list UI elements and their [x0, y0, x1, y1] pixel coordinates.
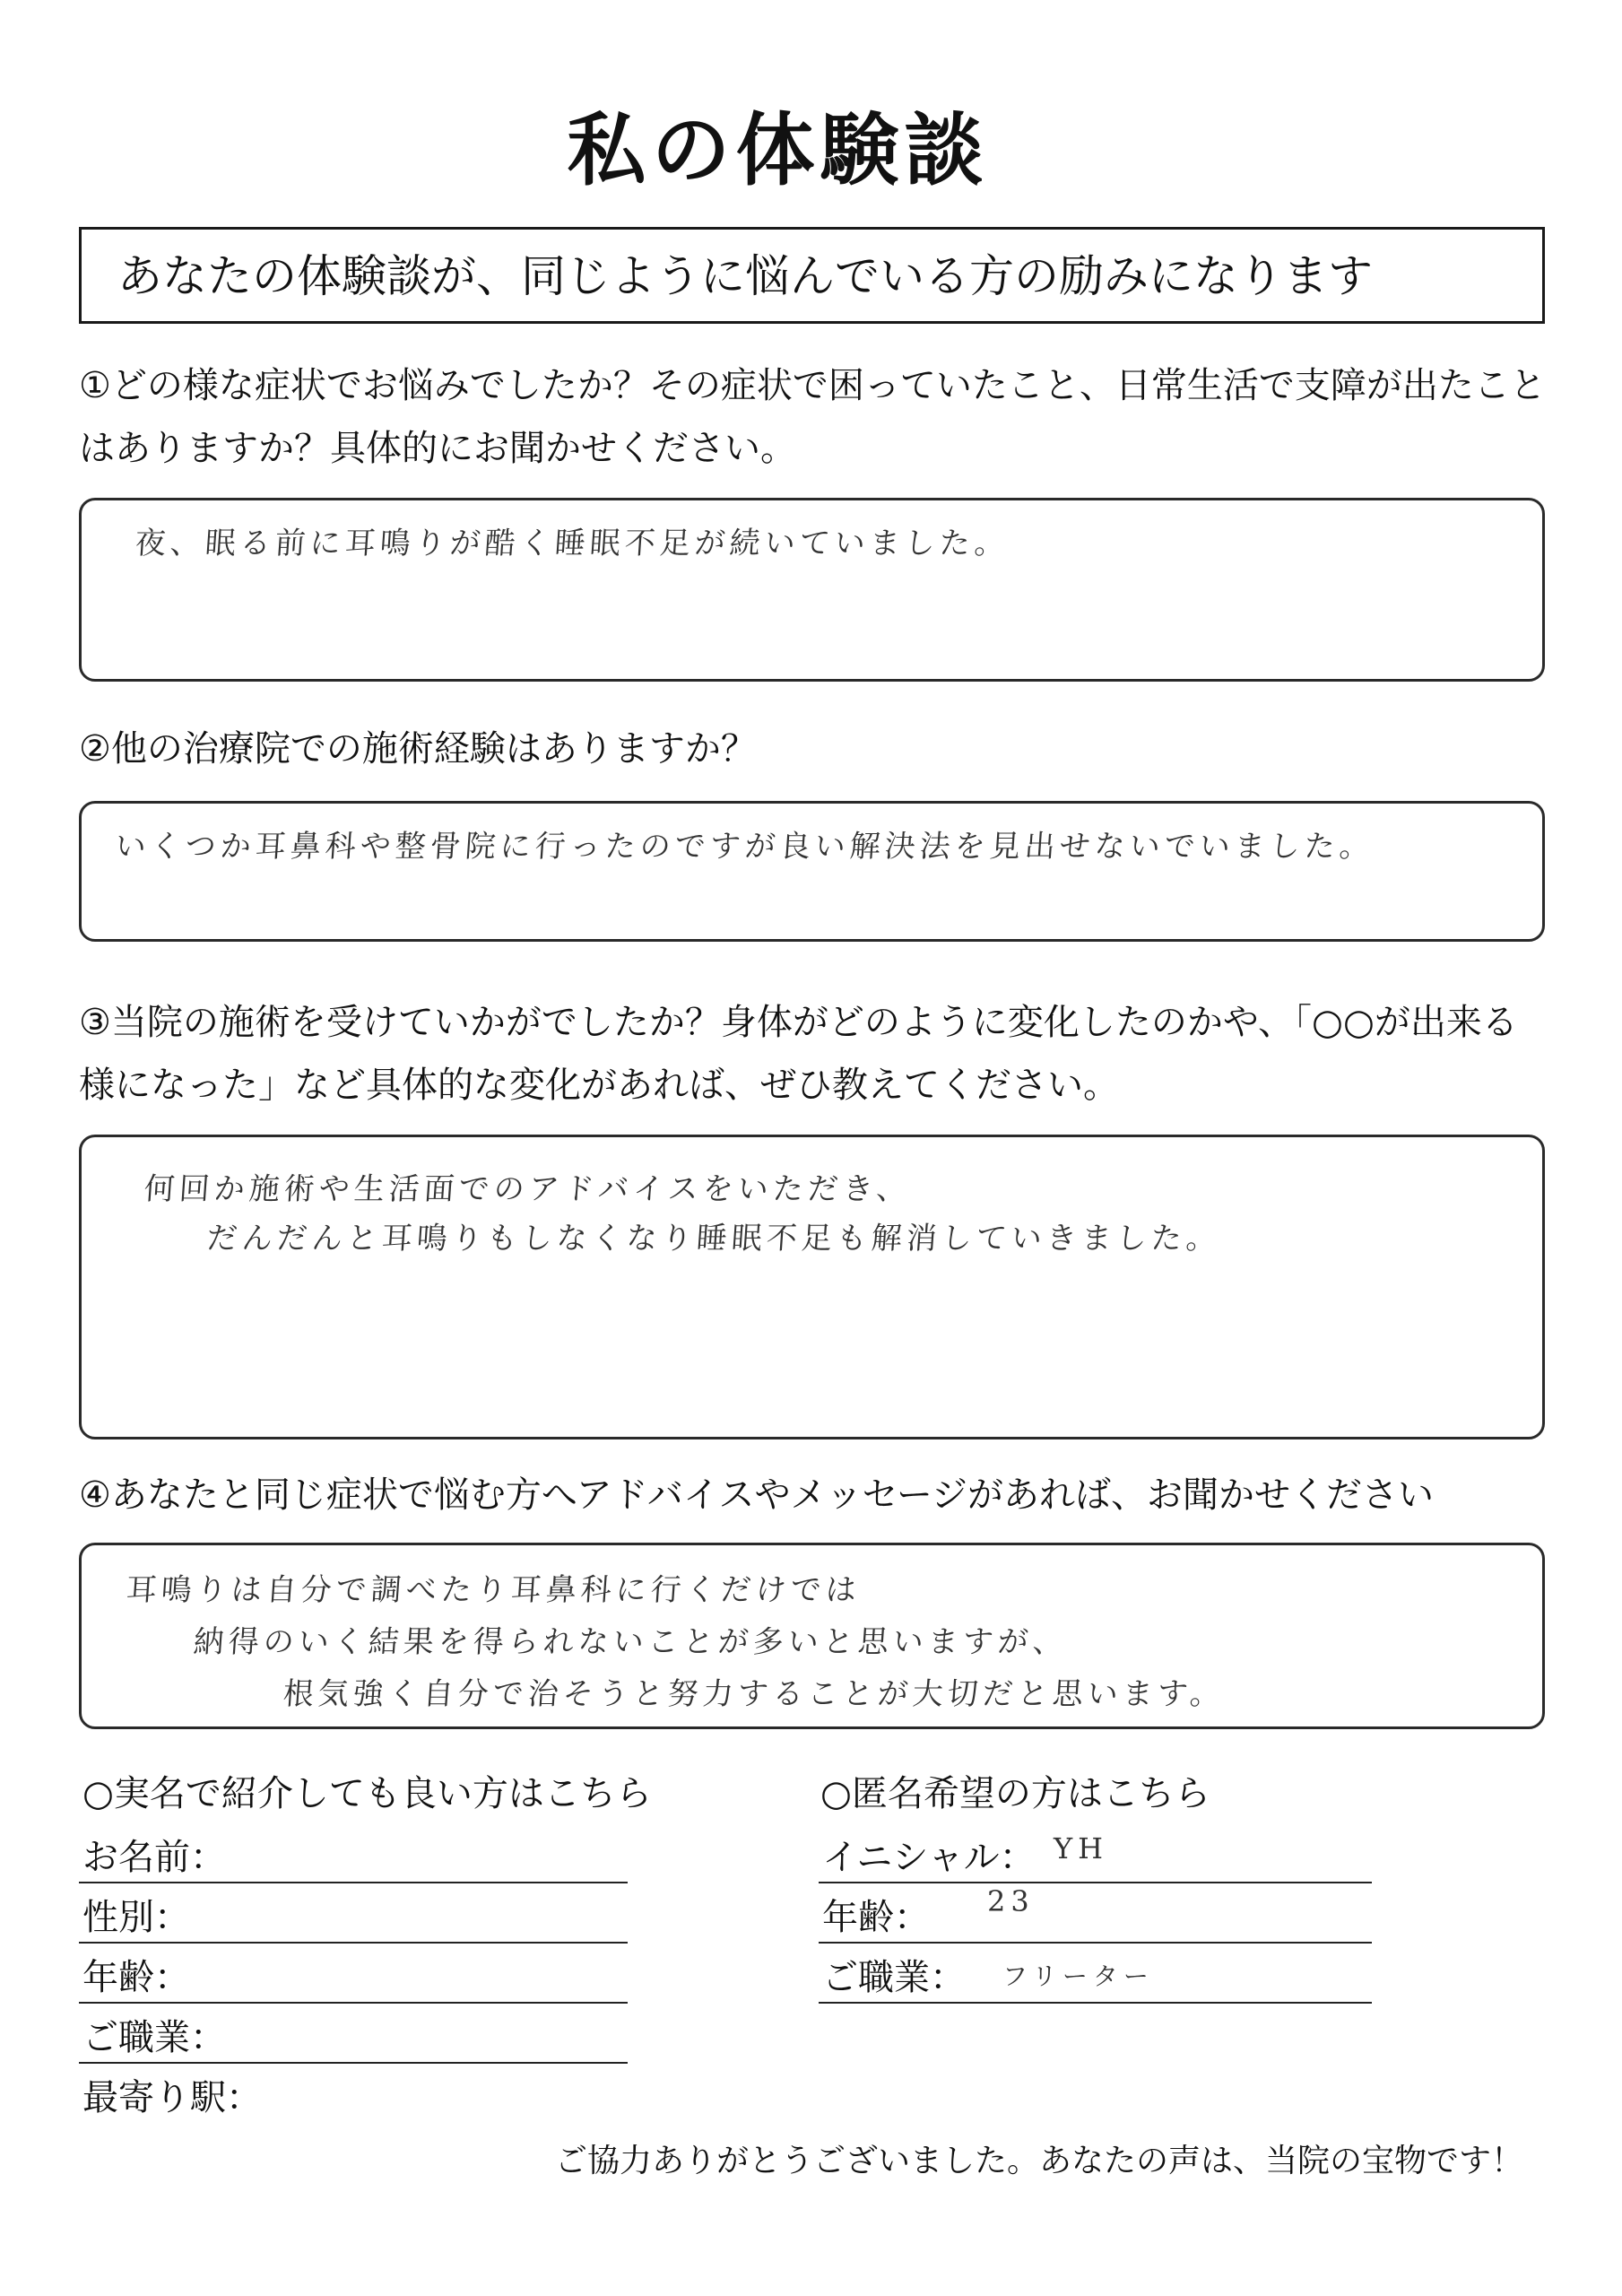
- question-1-line-1: ①どの様な症状でお悩みでしたか？その症状で困っていたこと、日常生活で支障が出たこと: [79, 365, 1546, 406]
- page-title: 私の体験談: [567, 104, 989, 196]
- question-3-line-2: 様になった」など具体的な変化があれば、ぜひ教えてください。: [79, 1065, 1119, 1106]
- field-label: イニシャル：: [822, 1837, 1036, 1878]
- anon-initials-field[interactable]: [819, 1830, 1372, 1883]
- anon-age-field[interactable]: [819, 1884, 1372, 1944]
- question-2-line-1: ②他の治療院での施術経験はありますか？: [79, 728, 757, 770]
- field-label: 性別：: [82, 1897, 190, 1938]
- subtitle-box: [79, 227, 1545, 324]
- field-value: フリーター: [1002, 1961, 1154, 1991]
- real-name-heading: ○実名で紹介しても良い方はこちら: [82, 1773, 652, 1814]
- field-label: お名前：: [82, 1837, 226, 1878]
- answer-box-3: [79, 1135, 1545, 1439]
- real-occupation-field[interactable]: [79, 2010, 628, 2064]
- field-label: ご職業：: [822, 1957, 966, 1998]
- real-age-field[interactable]: [79, 1950, 628, 2004]
- field-label: ご職業：: [82, 2017, 226, 2058]
- field-label: 最寄り駅：: [82, 2077, 262, 2118]
- footer-thanks: ご協力ありがとうございました。あなたの声は、当院の宝物です！: [554, 2143, 1523, 2179]
- field-value: 23: [987, 1884, 1035, 1918]
- answer-1-line-1: 夜、眠る前に耳鳴りが酷く睡眠不足が続いていました。: [134, 526, 1011, 561]
- question-4-line-1: ④あなたと同じ症状で悩む方へアドバイスやメッセージがあれば、お聞かせください: [79, 1474, 1435, 1516]
- answer-4-line-1: 耳鳴りは自分で調べたり耳鼻科に行くだけでは: [125, 1572, 863, 1608]
- anonymous-heading: ○匿名希望の方はこちら: [820, 1773, 1210, 1814]
- answer-box-4: [79, 1543, 1545, 1729]
- real-gender-field[interactable]: [79, 1890, 628, 1944]
- answer-box-2: [79, 801, 1545, 942]
- answer-box-1: [79, 498, 1545, 682]
- subtitle-text: あなたの体験談が、同じように悩んでいる方の励みになります: [117, 250, 1373, 302]
- real-station-field[interactable]: [79, 2070, 628, 2124]
- real-name-field[interactable]: [79, 1830, 628, 1883]
- field-value: YH: [1054, 1831, 1109, 1866]
- answer-4-line-3: 根気強く自分で治そうと努力することが大切だと思います。: [282, 1676, 1227, 1712]
- question-3-line-1: ③当院の施術を受けていかがでしたか？身体がどのように変化したのかや、「○○が出来る: [79, 1002, 1518, 1043]
- answer-4-line-2: 納得のいく結果を得られないことが多いと思いますが、: [192, 1624, 1070, 1660]
- question-1-line-2: はありますか？具体的にお聞かせください。: [79, 428, 796, 469]
- field-label: 年齢：: [822, 1897, 930, 1938]
- answer-3-line-2: だんだんと耳鳴りもしなくなり睡眠不足も解消していきました。: [205, 1221, 1223, 1257]
- anon-occupation-field[interactable]: [819, 1950, 1372, 2004]
- answer-3-line-1: 何回か施術や生活面でのアドバイスをいただき、: [143, 1171, 913, 1207]
- field-label: 年齢：: [82, 1957, 190, 1998]
- answer-2-line-1: いくつか耳鼻科や整骨院に行ったのですが良い解決法を見出せないでいました。: [114, 829, 1376, 865]
